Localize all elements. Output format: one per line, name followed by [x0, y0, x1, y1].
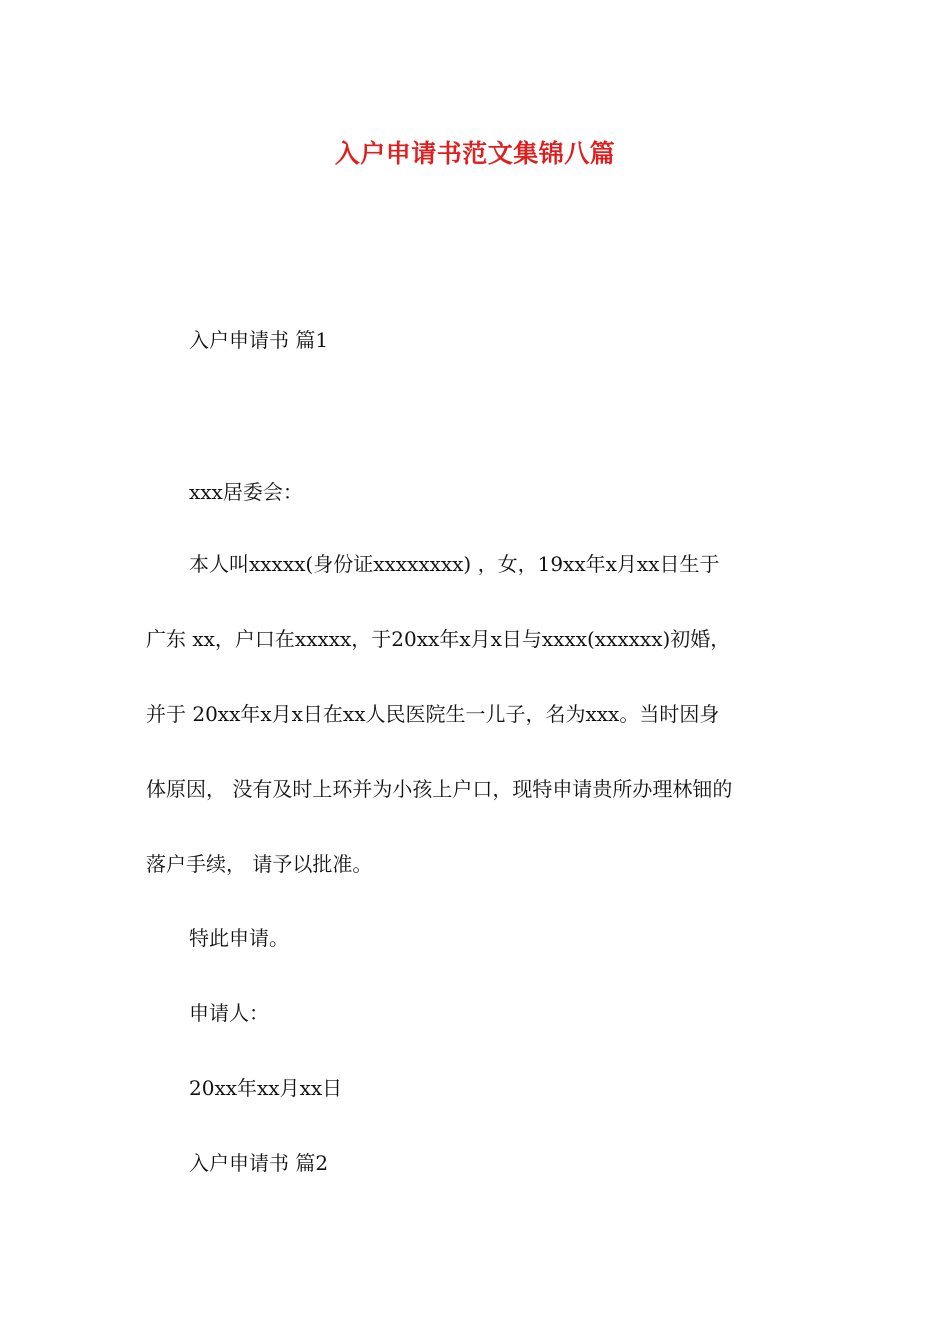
- body-line-1: 本人叫xxxxx(身份证xxxxxxxx) ，女，19xx年x月xx日生于: [189, 552, 720, 576]
- document-title: 入户申请书范文集锦八篇: [334, 139, 616, 168]
- body-line-5: 落户手续， 请予以批准。: [146, 852, 373, 876]
- section-1-heading: 入户申请书 篇1: [189, 328, 329, 352]
- section-2-heading: 入户申请书 篇2: [189, 1151, 329, 1175]
- body-line-3: 并于 20xx年x月x日在xx人民医院生一儿子，名为xxx。当时因身: [146, 702, 720, 726]
- closing-text: 特此申请。: [189, 926, 289, 950]
- body-line-4: 体原因， 没有及时上环并为小孩上户口，现特申请贵所办理林钿的: [146, 777, 733, 801]
- applicant-label: 申请人：: [189, 1001, 269, 1025]
- body-line-2: 广东 xx，户口在xxxxx，于20xx年x月x日与xxxx(xxxxxx)初婚，: [146, 627, 731, 651]
- date-line: 20xx年xx月xx日: [189, 1076, 343, 1100]
- salutation: xxx居委会：: [189, 480, 303, 504]
